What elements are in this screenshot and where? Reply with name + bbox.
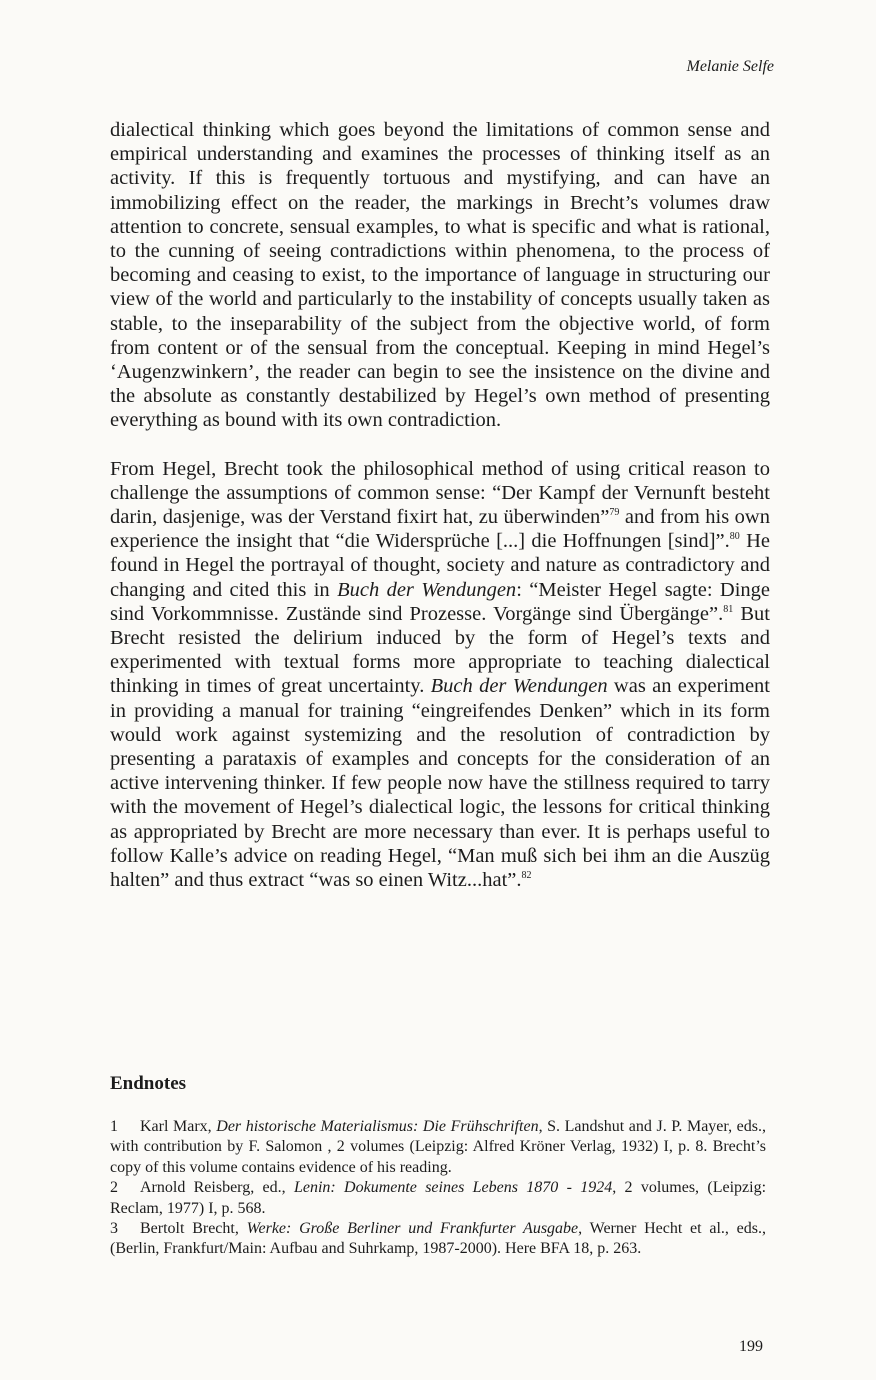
endnote-1: [110, 1117, 766, 1178]
running-head-author: Melanie Selfe: [686, 58, 774, 75]
endnote-3: [110, 1219, 766, 1260]
paragraph-1: dialectical thinking which goes beyond the limitations of common sense and empirical understanding and examines the processes of thinking itself as an activity. If this is frequently tortuous and mystifying, and can have an immobilizing effect on the reader, the markings in Brecht’s volumes draw attention to concrete, sensual examples, to what is specific and what is rational, to the cunning of seeing contradictions within phenomena, to the process of becoming and ceasing to exist, to the importance of language in structuring our view of the world and particularly to the instability of concepts usually taken as stable, to the inseparability of the subject from the objective world, of form from content or of the sensual from the conceptual. Keeping in mind Hegel’s ‘Augenzwinkern’, the reader can begin to see the insistence on the divine and the absolute as constantly destabilized by Hegel’s own method of presenting everything as bound with its own contradiction.: [110, 119, 770, 432]
endnote-text: , S. Landshut and J. P. Mayer, eds., with contribution by F. Salomon , 2 volumes (Leipzig: Alfred Kröner Verlag, 1932) I, p. 8. Brecht’s copy of this volume contains evidence of his reading.: [110, 1118, 767, 1176]
endnote-number: 2: [110, 1179, 118, 1197]
endnote-title: Der historische Materialismus: Die Frühschriften: [216, 1118, 539, 1135]
endnote-text: Karl Marx,: [140, 1118, 217, 1135]
page-number: 199: [739, 1338, 763, 1355]
endnote-title: Lenin: Dokumente seines Lebens 1870 - 1924: [293, 1179, 613, 1197]
paragraph-2-text: But Brecht resisted the delirium induced by the form of Hegel’s texts and experimented with textual forms more appropriate to teaching dialectical thinking in times of great uncertainty.: [110, 602, 770, 698]
endnote-text: Bertolt Brecht,: [140, 1220, 247, 1238]
paragraph-2-text: and from his own experience the insight that “die Widersprüche [...] die Hoffnungen [sind]”.: [110, 506, 770, 553]
endnotes-list: [110, 1117, 766, 1260]
endnote-text: , Werner Hecht et al., eds., (Berlin, Frankfurt/Main: Aufbau and Suhrkamp, 1987-2000). Here BFA 18, p. 263.: [110, 1220, 767, 1258]
endnote-number: 1: [110, 1118, 118, 1135]
endnote-title: Werke: Große Berliner und Frankfurter Ausgabe: [246, 1220, 579, 1238]
footnote-ref-79[interactable]: 79: [609, 507, 620, 519]
paragraph-2-text: : “Meister Hegel sagte: Dinge sind Vorkommnisse. Zustände sind Prozesse. Vorgänge sind Übergänge”.: [110, 578, 771, 625]
footnote-ref-81[interactable]: 81: [723, 603, 734, 615]
paragraph-2-text: From Hegel, Brecht took the philosophical method of using critical reason to challenge the assumptions of common sense: “Der Kampf der Vernunft besteht darin, dasjenige, was der Verstand fixirt hat, zu überwinden”: [110, 457, 770, 529]
endnote-2: [110, 1178, 766, 1219]
endnote-number: 3: [110, 1220, 118, 1238]
book-title: Buch der Wendungen: [430, 675, 608, 698]
body-text: [110, 118, 770, 892]
endnote-text: Arnold Reisberg, ed.,: [140, 1179, 294, 1197]
book-title: Buch der Wendungen: [337, 578, 517, 601]
paragraph-2-text: was an experiment in providing a manual for training “eingreifendes Denken” which in its form would work against systemizing and the resolution of contradiction by presenting a parataxis of examples and concepts for the consideration of an active intervening thinker. If few people now have the stillness required to tarry with the movement of Hegel’s dialectical logic, the lessons for critical thinking as appropriated by Brecht are more necessary than ever. It is perhaps useful to follow Kalle’s advice on reading Hegel, “Man muß sich bei ihm an die Auszüg halten” and thus extract “was so einen Witz...hat”.: [110, 675, 770, 892]
endnote-text: , 2 volumes, (Leipzig: Reclam, 1977) I, p. 568.: [110, 1179, 767, 1217]
paragraph-2: [110, 457, 770, 893]
paragraph-2-text: He found in Hegel the portrayal of thought, society and nature as contradictory and changing and cited this in: [110, 530, 770, 601]
footnote-ref-80[interactable]: 80: [729, 531, 740, 543]
endnotes-heading: Endnotes: [110, 1073, 187, 1094]
footnote-ref-82[interactable]: 82: [521, 870, 532, 882]
